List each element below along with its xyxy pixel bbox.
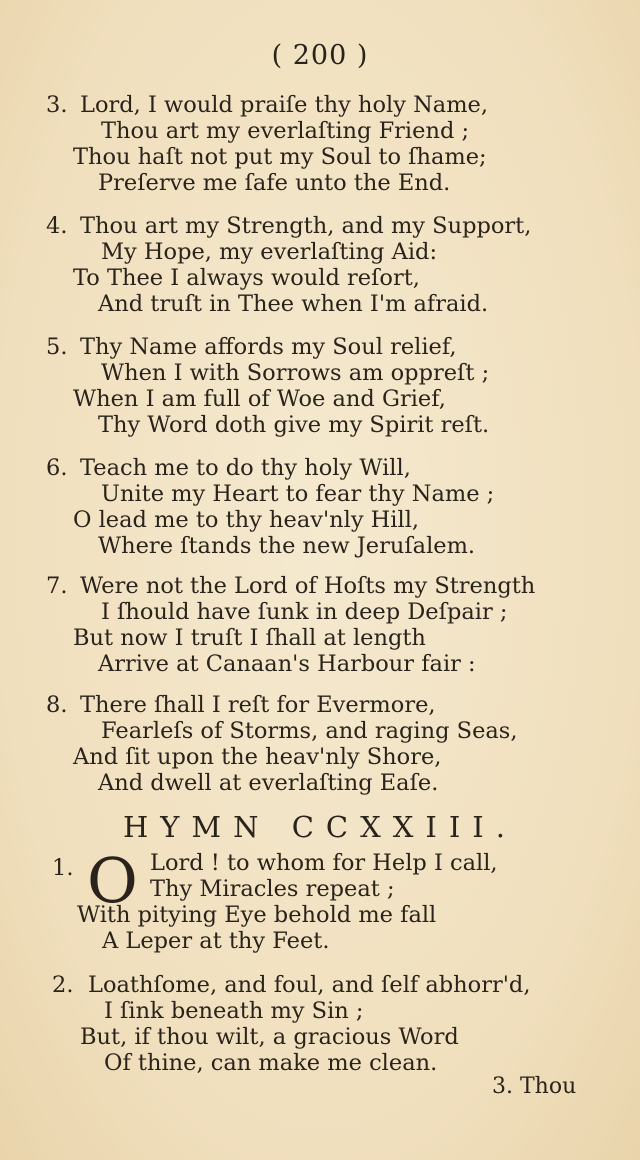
verse-line: A Leper at thy Feet. [102,928,330,954]
verse-line: Arrive at Canaan's Harbour fair : [98,651,476,677]
verse-line: Thy Miracles repeat ; [150,876,395,902]
verse-line: And dwell at everlaſting Eaſe. [98,770,439,796]
verse-line: Where ſtands the new Jeruſalem. [98,533,476,559]
verse-line: There ſhall I reſt for Evermore, [80,692,436,718]
stanza-number: 3. [46,92,68,118]
verse-line: O lead me to thy heav'nly Hill, [73,507,420,533]
verse-line: Of thine, can make me clean. [104,1050,438,1076]
verse-line: Loathſome, and foul, and ſelf abhorr'd, [88,972,531,998]
hymn-title: HYMN CCXXIII. [123,810,517,844]
stanza-number: 8. [46,692,68,718]
verse-line: My Hope, my everlaſting Aid: [101,239,438,265]
verse-line: Thy Word doth give my Spirit reſt. [98,412,490,438]
stanza-number: 6. [46,455,68,481]
stanza-number: 7. [46,573,68,599]
verse-line: Preſerve me ſafe unto the End. [98,170,451,196]
verse-line: To Thee I always would reſort, [73,265,420,291]
page-number: ( 200 ) [271,40,369,71]
verse-line: Thou haſt not put my Soul to ſhame; [73,144,487,170]
verse-line: I ſhould have ſunk in deep Deſpair ; [101,599,508,625]
verse-line: Thy Name affords my Soul relief, [80,334,457,360]
verse-line: With pitying Eye behold me fall [77,902,437,928]
verse-line: Teach me to do thy holy Will, [80,455,411,481]
verse-line: And ſit upon the heav'nly Shore, [73,744,442,770]
verse-line: When I with Sorrows am oppreſt ; [101,360,490,386]
catchword: 3. Thou [492,1074,577,1099]
verse-line: And truſt in Thee when I'm afraid. [98,291,489,317]
verse-line: Thou art my Strength, and my Support, [80,213,532,239]
verse-line: Were not the Lord of Hoſts my Strength [80,573,536,599]
verse-line: Lord, I would praiſe thy holy Name, [80,92,488,118]
verse-line: Fearleſs of Storms, and raging Seas, [101,718,518,744]
verse-line: Thou art my everlaſting Friend ; [101,118,470,144]
verse-line: When I am full of Woe and Grief, [73,386,446,412]
stanza-number: 5. [46,334,68,360]
verse-line: But now I truſt I ſhall at length [73,625,426,651]
stanza-number: 1. [52,855,74,881]
verse-line: I ſink beneath my Sin ; [104,998,364,1024]
drop-cap: O [87,844,138,917]
verse-line: Unite my Heart to fear thy Name ; [101,481,495,507]
stanza-number: 2. [52,972,74,998]
verse-line: But, if thou wilt, a gracious Word [80,1024,459,1050]
stanza-number: 4. [46,213,68,239]
verse-line: Lord ! to whom for Help I call, [150,850,498,876]
